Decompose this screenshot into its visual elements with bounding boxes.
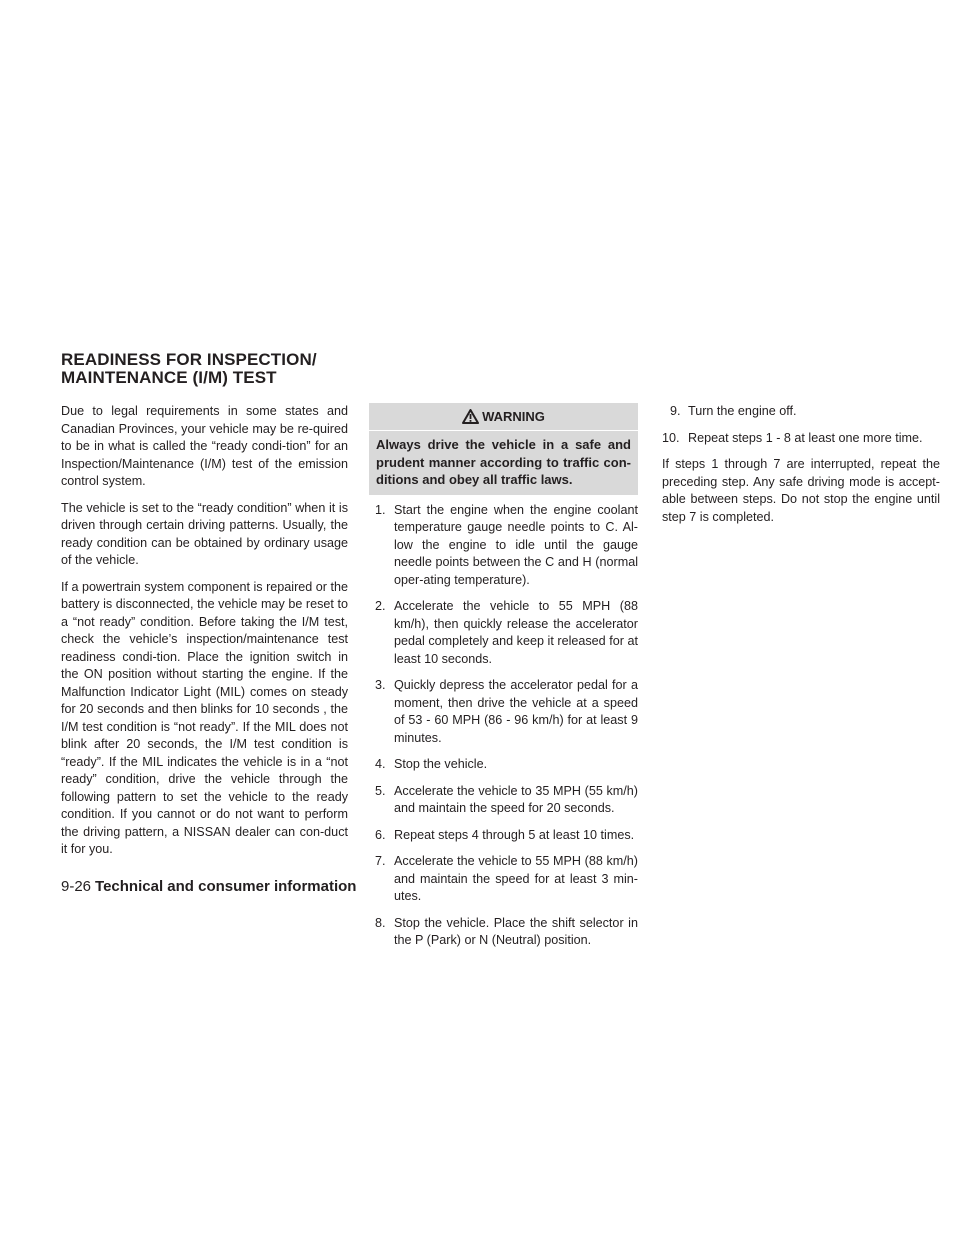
step-number: 2. <box>375 599 386 613</box>
warning-heading-label: WARNING <box>482 409 545 424</box>
step-text: Quickly depress the accelerator pedal for a moment, then drive the vehicle at a speed of 53 - 60 MPH (86 - 96 km/h) for at least 9 minutes. <box>394 678 638 745</box>
warning-text: Always drive the vehicle in a safe and prudent manner according to traffic con-ditions and obey all traffic laws. <box>376 437 631 487</box>
list-item <box>369 827 638 845</box>
list-item <box>369 853 638 906</box>
list-item <box>369 783 638 818</box>
list-item <box>369 677 638 747</box>
step-text: Stop the vehicle. <box>394 757 488 771</box>
ready-condition-paragraph: The vehicle is set to the “ready condition” when it is driven through certain driving patterns. Usually, the ready condition can be obtained by ordinary usage of the vehicle. <box>61 500 348 567</box>
list-item <box>662 403 940 421</box>
steps-list-continued <box>662 403 940 447</box>
step-number: 1. <box>375 502 386 517</box>
step-text: Repeat steps 4 through 5 at least 10 times. <box>394 827 635 842</box>
section-title <box>61 351 461 387</box>
step-number: 5. <box>375 783 386 798</box>
step-text: Accelerate the vehicle to 35 MPH (55 km/h) and maintain the speed for 20 seconds. <box>394 783 638 815</box>
list-item <box>369 502 638 590</box>
section-title-line-1: READINESS FOR INSPECTION/ <box>61 350 317 369</box>
list-item <box>662 430 940 448</box>
page-number: 9-26 <box>61 878 92 895</box>
step-text: Accelerate the vehicle to 55 MPH (88 km/h), then quickly release the accelerator pedal completely and keep it released for at least 10 seconds. <box>394 599 638 666</box>
step-number: 7. <box>375 854 386 868</box>
list-item <box>369 756 638 774</box>
chapter-title: Technical and consumer information <box>95 878 357 895</box>
warning-heading <box>369 403 638 431</box>
step-number: 10. <box>662 430 680 445</box>
step-number: 4. <box>375 757 386 771</box>
list-item <box>369 915 638 950</box>
step-number: 8. <box>375 915 386 930</box>
steps-list <box>369 502 638 950</box>
step-text: Repeat steps 1 - 8 at least one more time. <box>688 430 923 445</box>
not-ready-paragraph: If a powertrain system component is repaired or the battery is disconnected, the vehicle may be reset to a “not ready” condition. Before taking the I/M test, check the vehicle’s inspection/maintenance test readiness condi-tion. Place the ignition switch in the ON position without starting the engine. If the Malfunction Indicator Light (MIL) comes on steady for 20 seconds and then blinks for 10 seconds , the I/M test condition is “not ready”. If the MIL does not blink after 20 seconds, the I/M test condition is “ready”. If the MIL indicates the vehicle is in a “not ready” condition, drive the vehicle through the following pattern to set the vehicle to the ready condition. If you cannot or do not want to perform the driving pattern, a NISSAN dealer can con-duct it for you. <box>61 579 348 856</box>
page-footer <box>61 878 356 896</box>
warning-triangle-icon <box>462 409 479 424</box>
step-number: 9. <box>670 404 681 418</box>
warning-box <box>369 403 638 495</box>
section-title-line-2: MAINTENANCE (I/M) TEST <box>61 368 277 387</box>
middle-column <box>369 403 638 959</box>
right-column <box>662 403 940 535</box>
list-item <box>369 598 638 668</box>
intro-paragraph: Due to legal requirements in some states and Canadian Provinces, your vehicle may be re-quired to be in what is called the “ready condi-tion” for an Inspection/Maintenance (I/M) test of the emission control system. <box>61 404 348 488</box>
left-column <box>61 403 348 868</box>
interruption-note: If steps 1 through 7 are interrupted, repeat the preceding step. Any safe driving mode is accept-able between steps. Do not stop the engine until step 7 is completed. <box>662 457 940 524</box>
step-text: Start the engine when the engine coolant temperature gauge needle points to C. Al-low the engine to idle until the gauge needle points between the C and H (normal oper-ating temperature). <box>394 502 638 587</box>
step-text: Stop the vehicle. Place the shift selector in the P (Park) or N (Neutral) position. <box>394 915 638 947</box>
step-number: 3. <box>375 678 386 692</box>
step-text: Accelerate the vehicle to 55 MPH (88 km/h) and maintain the speed for at least 3 min-utes. <box>394 854 638 903</box>
step-number: 6. <box>375 827 386 842</box>
step-text: Turn the engine off. <box>688 404 797 418</box>
